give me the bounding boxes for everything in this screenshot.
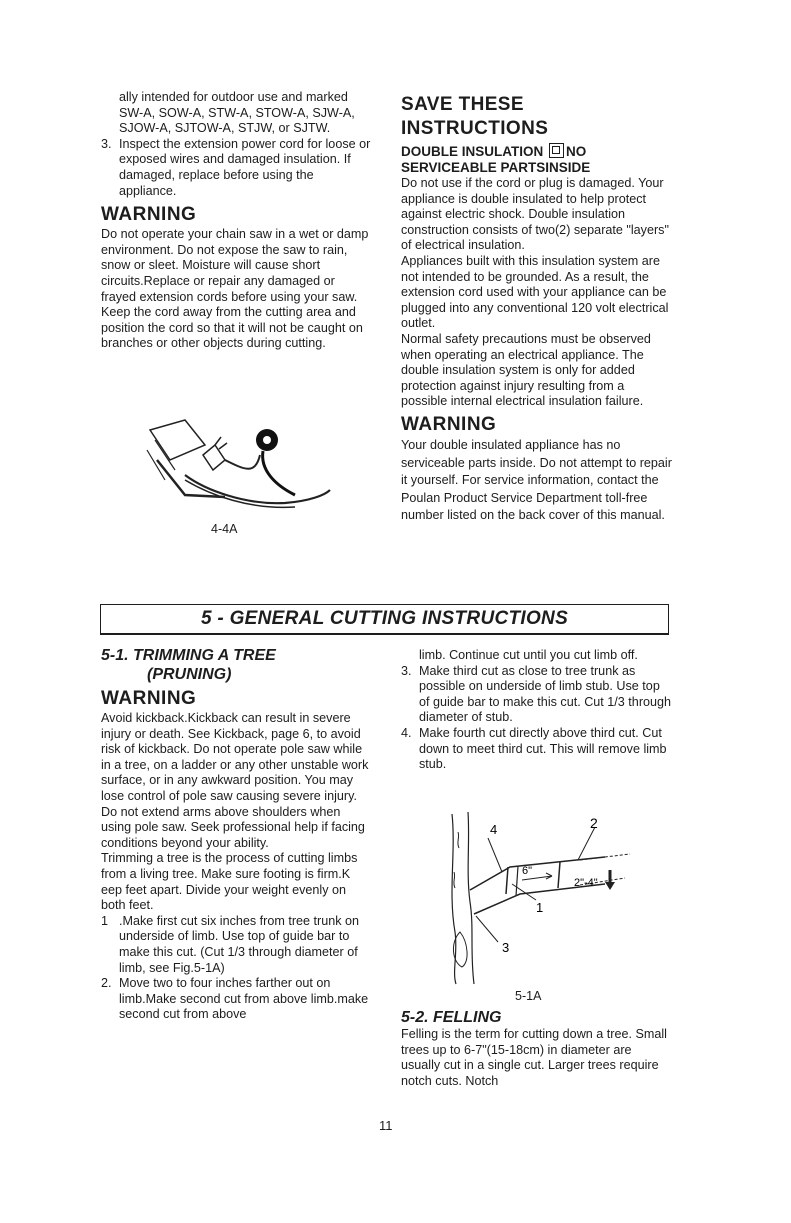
diagram-label-6in: 6" bbox=[522, 865, 533, 877]
double-insulation-no: NO bbox=[566, 144, 587, 159]
left-bottom-column bbox=[101, 646, 373, 1023]
left-top-column bbox=[101, 90, 373, 352]
diagram-label-3: 3 bbox=[502, 940, 510, 955]
felling-text: Felling is the term for cutting down a tree. Small trees up to 6-7"(15-18cm) in diameter are usually cut in a single cut. Larger trees require notch cuts. Notch bbox=[401, 1027, 667, 1088]
list-text: Make fourth cut directly above third cut. Cut down to meet third cut. This will remove limb stub. bbox=[419, 725, 667, 772]
diagram-label-2-4in: 2"-4" bbox=[574, 877, 598, 889]
list-item bbox=[401, 726, 673, 773]
list-item bbox=[101, 914, 373, 976]
diagram-label-1: 1 bbox=[536, 900, 544, 915]
continued-text: limb. Continue cut until you cut limb off. bbox=[419, 648, 638, 662]
list-text: Move two to four inches farther out on limb.Make second cut from above limb.make second cut from above bbox=[119, 976, 369, 1022]
list-number: 4. bbox=[401, 725, 412, 740]
list-item bbox=[401, 664, 673, 726]
double-insulation-icon bbox=[549, 143, 564, 158]
warning-heading: WARNING bbox=[401, 413, 497, 435]
list-text: .Make first cut six inches from tree trunk on underside of limb. Use top of guide bar to make this cut. (Cut 1/3 through diameter of limb, see Fig.5-1A) bbox=[119, 913, 360, 975]
felling-block bbox=[401, 1008, 673, 1089]
warning-heading: WARNING bbox=[101, 204, 197, 226]
double-insulation-para2: Appliances built with this insulation system are not intended to be grounded. As a result, the extension cord used with your appliance can be plugged into any conventional 120 volt electrical outlet. bbox=[401, 253, 669, 331]
warning-heading: WARNING bbox=[101, 688, 197, 709]
list-item bbox=[101, 976, 373, 1023]
list-text: Make third cut as close to tree trunk as possible on underside of limb stub. Use top of guide bar to make this cut. Cut 1/3 through diameter of stub. bbox=[419, 663, 672, 725]
tree-pruning-diagram bbox=[440, 812, 640, 987]
list-number: 1 bbox=[101, 913, 109, 928]
right-bottom-column bbox=[401, 648, 673, 773]
diagram-label-2: 2 bbox=[590, 815, 598, 831]
extension-cord-illustration bbox=[145, 415, 335, 515]
double-insulation-para1: Do not use if the cord or plug is damaged. Your appliance is double insulated to help protect against electric shock. Double insulation construction consists of two(2) separate "layers" of electrical insulation. bbox=[401, 176, 669, 253]
save-heading-line1: SAVE THESE bbox=[401, 94, 524, 115]
warning-text: Do not operate your chain saw in a wet or damp environment. Do not expose the saw to rain, snow or sleet. Moisture will cause short circuits.Replace or repair any damaged or frayed extension cords before using your saw. Keep the cord away from the cutting area and position the cord so that it will not be caught on branches or other objects during cutting. bbox=[101, 227, 369, 351]
diagram-label-4: 4 bbox=[490, 822, 498, 837]
section-title-trimming: 5-1. TRIMMING A TREE bbox=[101, 647, 276, 664]
list-number: 3. bbox=[401, 663, 412, 678]
list-item bbox=[101, 137, 373, 199]
section-banner-title: 5 - GENERAL CUTTING INSTRUCTIONS bbox=[200, 608, 569, 629]
figure-caption-4-4a: 4-4A bbox=[211, 522, 238, 536]
figure-caption-5-1a: 5-1A bbox=[515, 989, 542, 1003]
list-number: 3. bbox=[101, 136, 112, 151]
serviceable-parts-heading: SERVICEABLE PARTSINSIDE bbox=[401, 160, 591, 175]
right-top-column bbox=[401, 93, 673, 525]
double-insulation-para3: Normal safety precautions must be observed when operating an electrical appliance. The double insulation system is only for added protection against injury resulting from a possible internal electrical insulation failure. bbox=[401, 331, 651, 409]
save-heading-line2: INSTRUCTIONS bbox=[401, 118, 549, 139]
list-text: Inspect the extension power cord for loose or exposed wires and damaged insulation. If damaged, replace before using the appliance. bbox=[119, 136, 371, 198]
section-title-pruning: (PRUNING) bbox=[147, 666, 232, 683]
double-insulation-heading bbox=[401, 143, 673, 160]
trimming-text: Trimming a tree is the process of cutting limbs from a living tree. Make sure footing is firm.K eep feet apart. Divide your weight evenly on both feet. bbox=[101, 851, 358, 913]
section-banner bbox=[100, 604, 669, 635]
section-title-felling: 5-2. FELLING bbox=[401, 1009, 502, 1026]
double-insulation-label: DOUBLE INSULATION bbox=[401, 144, 544, 159]
list-number: 2. bbox=[101, 976, 112, 991]
page-number: 11 bbox=[379, 1118, 393, 1133]
warning-text: Your double insulated appliance has no serviceable parts inside. Do not attempt to repair it yourself. For service information, contact the Poulan Product Service Department toll-free number listed on the back cover of this manual. bbox=[401, 437, 672, 523]
cord-marking-text: ally intended for outdoor use and marked SW-A, SOW-A, STW-A, STOW-A, SJW-A, SJOW-A, SJTOW-A, STJW, or SJTW. bbox=[119, 90, 355, 136]
warning-text: Avoid kickback.Kickback can result in severe injury or death. See Kickback, page 6, to avoid risk of kickback. Do not operate pole saw while in a tree, on a ladder or any other unstable work surface, or in any awkward position. You may lose control of pole saw causing severe injury. Do not extend arms above shoulders when using pole saw. Seek professional help if facing conditions beyond your ability. bbox=[101, 711, 369, 850]
